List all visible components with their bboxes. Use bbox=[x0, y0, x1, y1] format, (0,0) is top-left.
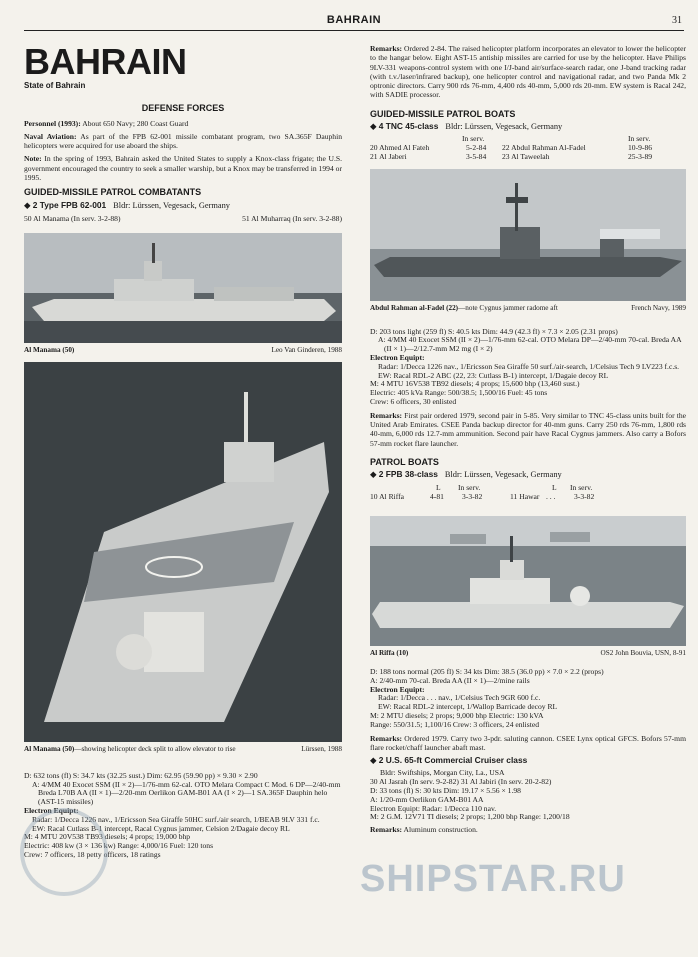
specs-fpb62: D: 632 tons (fl) S: 34.7 kts (32.25 sust.) Dim: 62.95 (59.90 pp) × 9.30 × 2.90 A: 4/MM 40 Exocet SSM (II × 2)—1/76-mm 62-cal. OTO Melara Compact C Mod. 6 DP—2/40-mm Breda L70B AA (II × 1)—2/20-mm Oerlikon GAM-B01 AA (I × 2)—1 SA.365F Dauphin helo (AST-15 missiles) Electron Equipt: Radar: 1/Decca 1226 nav., 1/Ericsson Sea Giraffe 50HC surf./air search, 1/BEAB 9LV 331 f.c. EW: Racal Cutlass B-1 intercept, Racal Cygnus jammer, Celsion 2/Dagaie decoy RL M: 4 MTU 20V538 TB93 diesels; 4 props; 19,000 bhp Electric: 408 kw (3 × 136 kw) Range: 4,000/16 Fuel: 120 tons Crew: 7 officers, 18 petty officers, 18 ratings bbox=[24, 770, 341, 860]
right-column bbox=[370, 44, 686, 838]
patrol-boats-heading: PATROL BOATS bbox=[370, 457, 439, 468]
ship-silhouette-1 bbox=[24, 233, 342, 343]
specs-tnc45: D: 203 tons light (259 fl) S: 40.5 kts Dim: 44.9 (42.3 fl) × 7.3 × 2.05 (2.31 props) A: 4/MM 40 Exocet SSM (II × 2)—1/76-mm 62-cal. OTO Melara DP—2/40-mm 70-cal. Breda AA (II × 1)—2/12.7-mm M2 mg (I × 2) Electron Equipt: Radar: 1/Decca 1226 nav., 1/Ericsson Sea Giraffe 50 surf./air-search, 1/Celsius Tech 9 LV223 f.c.s. EW: Racal RDL-2 ABC (22, 23: Cutlass B-1) intercept, 1/Dagaie decoy RL M: 4 MTU 16V538 TB92 diesels; 4 props; 15,600 bhp (13,460 sust.) Electric: 405 kVa Range: 500/38.5; 1,500/16 Fuel: 45 tons Crew: 6 officers, 30 enlisted bbox=[370, 326, 682, 407]
caption-photo-3: Abdul Rahman al-Fadel (22)—note Cygnus jammer radome aft French Navy, 1989 bbox=[370, 304, 686, 313]
class-line-fpb38: ◆ 2 FPB 38-class Bldr: Lürssen, Vegesack, Germany bbox=[370, 469, 562, 480]
remarks-tnc45: Remarks: First pair ordered 1979, second pair in 5-85. Very similar to TNC 45-class units built for the United Arab Emirates. CSEE Panda backup director for 40-mm guns. Carry 250 rds 76-mm, 1,800 rds 40-mm, 6,000 rds 12.7-mm ammunition. Second pair have Racal Cygnus jammers. Also carry a Bofors 57-mm rocket flare launcher. bbox=[370, 410, 686, 448]
ship-silhouette-3 bbox=[370, 169, 686, 301]
running-title: BAHRAIN bbox=[326, 14, 382, 26]
missile-boats-heading: GUIDED-MISSILE PATROL BOATS bbox=[370, 108, 516, 119]
ship-silhouette-4 bbox=[370, 516, 686, 646]
combatants-heading: GUIDED-MISSILE PATROL COMBATANTS bbox=[24, 187, 202, 198]
page-number: 31 bbox=[672, 15, 682, 26]
ship-table-fpb38: L In serv. L In serv. 10 Al Riffa 4-81 3-3-82 11 Hawar . . . 3-3-82 bbox=[370, 482, 595, 501]
country-subtitle: State of Bahrain bbox=[24, 81, 86, 90]
specs-cruiser: Bldr: Swiftships, Morgan City, La., USA 30 Al Jasrah (In serv. 9-2-82) 31 Al Jabiri (In serv. 20-2-82) D: 33 tons (fl) S: 30 kts Dim: 19.17 × 5.56 × 1.98 A: 1/20-mm Oerlikon GAM-B01 AA Electron Equipt: Radar: 1/Decca 110 nav. M: 2 G.M. 12V71 TI diesels; 2 props; 1,200 bhp Range: 1,200/18 bbox=[370, 768, 570, 822]
left-column bbox=[24, 34, 342, 860]
aviation-para: Naval Aviation: As part of the FPB 62-001 missile combatant program, two SA.365F Dauphin helicopters were acquired for use aboard the ships. bbox=[24, 131, 343, 151]
caption-photo-4: Al Riffa (10) OS2 John Bouvia, USN, 8-91 bbox=[370, 648, 686, 657]
class-line-fpb62: ◆ 2 Type FPB 62-001 Bldr: Lürssen, Vegesack, Germany bbox=[24, 199, 230, 210]
ship-silhouette-2 bbox=[24, 362, 342, 742]
remarks-fpb38: Remarks: Ordered 1979. Carry two 3-pdr. saluting cannon. CSEE Lynx optical GFCS. Bofors 57-mm flare rocket/chaff launcher abaft mast. bbox=[370, 733, 686, 752]
class-line-tnc45: ◆ 4 TNC 45-class Bldr: Lürssen, Vegesack, Germany bbox=[370, 121, 563, 132]
photo-al-manama-2 bbox=[24, 362, 342, 742]
remarks-fpb62: Remarks: Ordered 2-84. The raised helicopter platform incorporates an elevator to lower the helicopter to the hangar below. Eight AST-15 antiship missiles are carried for use by the helicopter. Have Philips 9LV-331 weapons-control system with one I/J-band air/surface-search radar, one J-band tracking radar (with t.v./laser/infrared backup), one helicopter control and navigational radar, and two Panda Mk 2 optronic directors. Carry 900 rds 76-mm, 4,400 rds 40-mm, 5,000 rds 20-mm. EW system is Racal 242, with SADIE processor. bbox=[370, 44, 686, 100]
caption-photo-2: Al Manama (50)—showing helicopter deck split to allow elevator to rise Lürssen, 1988 bbox=[24, 744, 342, 753]
running-header bbox=[24, 10, 684, 31]
defense-heading: DEFENSE FORCES bbox=[141, 103, 225, 114]
remarks-cruiser: Remarks: Aluminum construction. bbox=[370, 825, 478, 835]
note-para: Note: In the spring of 1993, Bahrain asked the United States to supply a Knox-class frigate; the U.S. government encouraged the country to seek a smaller warship, but a Knox may be transferred in 1994 or 1995. bbox=[24, 154, 342, 183]
photo-al-riffa bbox=[370, 516, 686, 646]
ship-list-fpb62: 50 Al Manama (In serv. 3-2-88) 51 Al Muharraq (In serv. 3-2-88) bbox=[24, 213, 342, 223]
watermark-text: SHIPSTAR.RU bbox=[360, 858, 626, 900]
specs-fpb38: D: 188 tons normal (205 fl) S: 34 kts Dim: 38.5 (36.0 pp) × 7.0 × 2.2 (props) A: 2/40-mm 70-cal. Breda AA (II × 1)—2/mine rails Electron Equipt: Radar: 1/Decca . . . nav., 1/Celsius Tech 9GR 600 f.c. EW: Racal RDL-2 intercept, 1/Wallop Barricade decoy RL M: 2 MTU diesels; 2 props; 9,000 bhp Electric: 130 kVA Range: 550/31.5; 1,100/16 Crew: 3 officers, 24 enlisted bbox=[370, 666, 604, 729]
class-line-cruiser: ◆ 2 U.S. 65-ft Commercial Cruiser class bbox=[370, 755, 528, 766]
watermark-compass-icon bbox=[20, 808, 108, 896]
caption-photo-1: Al Manama (50) Leo Van Ginderen, 1988 bbox=[24, 346, 342, 355]
photo-al-manama-1 bbox=[24, 233, 342, 343]
personnel-para: Personnel (1993): About 650 Navy; 280 Coast Guard bbox=[24, 118, 189, 128]
ship-table-tnc45: In serv. In serv. 20 Ahmed Al Fateh 5-2-84 21 Al Jaberi 3-5-84 22 Abdul Rahman Al-Fadel 10-9-86 23 Al Taweelah 25-3-89 bbox=[370, 134, 653, 162]
country-title: BAHRAIN bbox=[24, 41, 187, 82]
photo-abdul-rahman bbox=[370, 169, 686, 301]
